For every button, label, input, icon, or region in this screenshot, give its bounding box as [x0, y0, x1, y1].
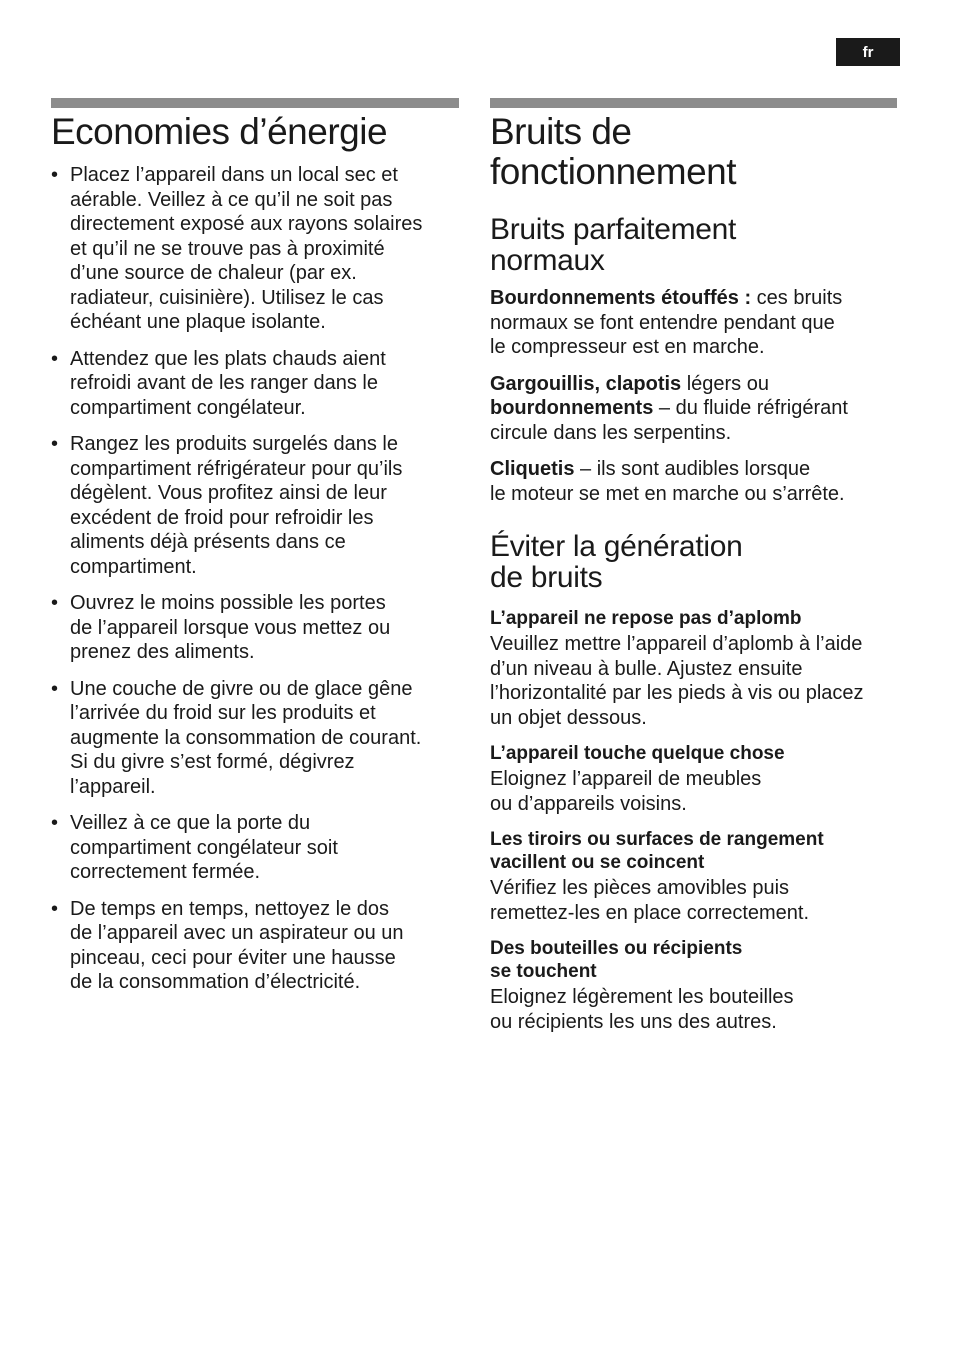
- term-description: – du fluide réfrigérant circule dans les serpentins.: [490, 397, 848, 444]
- term-description: – ils sont audibles lorsque le moteur se met en marche ou s’arrête.: [490, 458, 845, 505]
- bullet-icon: •: [51, 897, 59, 920]
- energy-saving-column: [51, 112, 461, 1007]
- list-item-text: Veillez à ce que la porte du compartiment congélateur soit correctement fermée.: [70, 812, 338, 883]
- list-item-text: Rangez les produits surgelés dans le compartiment réfrigérateur pour qu’ils dégèlent. Vous profitez ainsi de leur excédent de froid pour refroidir les aliments déjà présents dans ce compartiment.: [70, 433, 403, 578]
- issue-remedy: Eloignez l’appareil de meubles ou d’appareils voisins.: [490, 768, 762, 815]
- energy-saving-list: [51, 163, 461, 995]
- issue-title: L’appareil touche quelque chose: [490, 743, 785, 764]
- right-section-rule: [490, 98, 897, 108]
- list-item: [51, 432, 461, 579]
- term-description: ces bruits normaux se font entendre pendant que le compresseur est en marche.: [490, 287, 843, 358]
- normal-noise-paragraph-3: [490, 457, 902, 506]
- list-item-text: De temps en temps, nettoyez le dos de l’appareil avec un aspirateur ou un pinceau, ceci pour éviter une hausse de la consommation d’électricité.: [70, 897, 404, 993]
- list-item: [490, 937, 902, 1034]
- term-description: légers ou: [686, 372, 769, 395]
- issue-title: Les tiroirs ou surfaces de rangement vacillent ou se coincent: [490, 829, 824, 873]
- issue-title: Des bouteilles ou récipients se touchent: [490, 938, 743, 982]
- operating-noise-column: [490, 112, 902, 1046]
- normal-noise-paragraph-2: [490, 372, 902, 446]
- list-item: [490, 607, 902, 730]
- issue-title: L’appareil ne repose pas d’aplomb: [490, 608, 802, 629]
- bullet-icon: •: [51, 164, 59, 186]
- list-item: [490, 828, 902, 925]
- list-item-text: Une couche de givre ou de glace gêne l’arrivée du froid sur les produits et augmente la consommation de courant. Si du givre s’est formé, dégivrez l’appareil.: [70, 677, 422, 798]
- term-bold: Gargouillis, clapotis: [490, 372, 682, 395]
- bullet-icon: •: [51, 433, 59, 455]
- term-bold: bourdonnements: [490, 397, 654, 419]
- bullet-icon: •: [51, 812, 59, 834]
- list-item: [51, 347, 461, 421]
- bullet-icon: •: [51, 677, 59, 700]
- list-item: [51, 897, 461, 995]
- list-item: [51, 163, 461, 335]
- bullet-icon: •: [51, 592, 59, 614]
- term-bold: Cliquetis: [490, 458, 575, 480]
- left-section-rule: [51, 98, 459, 108]
- issue-remedy: Vérifiez les pièces amovibles puis remettez-les en place correctement.: [490, 877, 810, 924]
- list-item-text: Ouvrez le moins possible les portes de l’appareil lorsque vous mettez ou prenez des aliments.: [70, 592, 391, 663]
- operating-noise-title: Bruits de fonctionnement: [490, 111, 737, 192]
- list-item: [51, 677, 461, 800]
- language-badge: fr: [836, 38, 900, 66]
- list-item-text: Placez l’appareil dans un local sec et aérable. Veillez à ce qu’il ne soit pas directement exposé aux rayons solaires et qu’il ne se trouve pas à proximité d’une source de chaleur (par ex. radiateur, cuisinière). Utilisez le cas échéant une plaque isolante.: [70, 164, 423, 333]
- normal-noise-paragraph-1: [490, 286, 902, 360]
- normal-noise-heading: Bruits parfaitement normaux: [490, 213, 737, 277]
- issue-remedy: Eloignez légèrement les bouteilles ou récipients les uns des autres.: [490, 986, 794, 1033]
- list-item: [51, 591, 461, 665]
- bullet-icon: •: [51, 347, 59, 370]
- energy-saving-title: Economies d’énergie: [51, 111, 388, 152]
- list-item: [51, 811, 461, 885]
- issue-remedy: Veuillez mettre l’appareil d’aplomb à l’aide d’un niveau à bulle. Ajustez ensuite l’horizontalité par les pieds à vis ou placez un objet dessous.: [490, 633, 864, 729]
- avoid-noise-heading: Éviter la génération de bruits: [490, 530, 743, 594]
- term-bold: Bourdonnements étouffés :: [490, 287, 752, 309]
- list-item: [490, 742, 902, 816]
- list-item-text: Attendez que les plats chauds aient refroidi avant de les ranger dans le compartiment congélateur.: [70, 347, 386, 419]
